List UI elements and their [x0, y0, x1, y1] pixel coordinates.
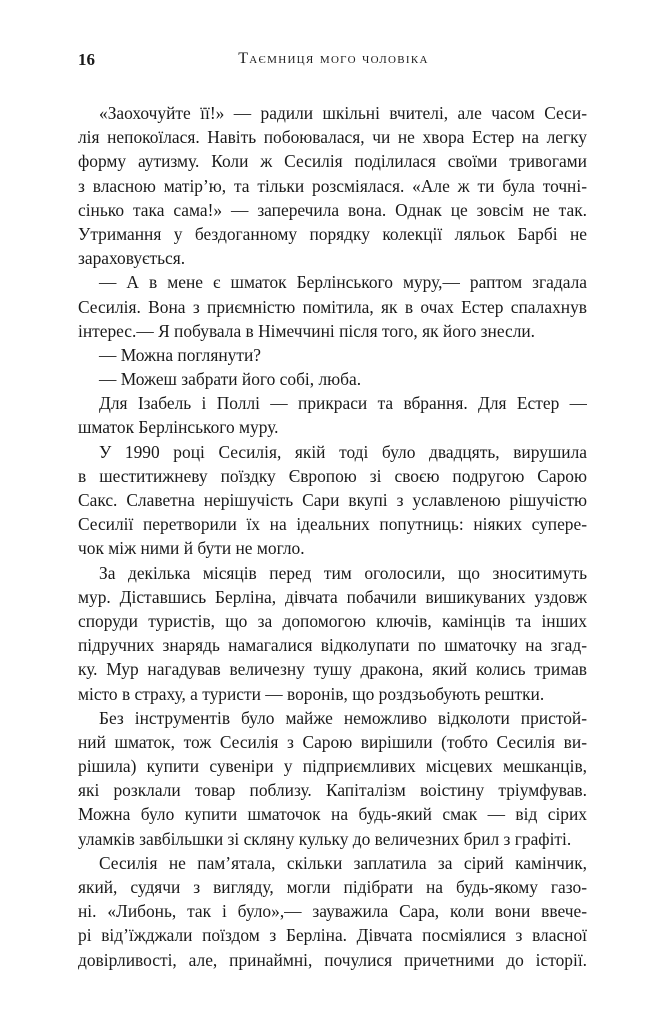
text-line: уламків завбільшки зі скляну кульку до величезних брил з графіті. [78, 828, 572, 849]
text-line: Для Ізабель і Поллі — прикраси та вбрання. Для Естер — [99, 393, 587, 414]
text-line: Сакс. Славетна нерішучість Сари вкупі з уславленою рішучістю [78, 490, 587, 510]
text-line: місто в страху, а туристи — воронів, що роздзьобують рештки. [78, 683, 545, 704]
text-line: споруди туристів, що за допомогою ключів, камінців та інших [78, 610, 587, 631]
text-line: мур. Діставшись Берліна, дівчата побачили вишикуваних уздовж [78, 586, 587, 607]
book-text-body [78, 101, 587, 972]
text-line: лія непокоїлася. Навіть побоювалася, чи не хвора Естер на легку [78, 127, 587, 148]
text-line: який, судячи з вигляду, могли підібрати на будь-якому газо- [78, 877, 587, 897]
text-line: зараховується. [78, 248, 186, 269]
text-line: — А в мене є шматок Берлінського муру,— раптом згадала [99, 272, 587, 293]
text-line: рішила) купити сувеніри у підприємливих місцевих мешканців, [78, 756, 587, 777]
text-line: які розклали товар поблизу. Капіталізм воістину тріумфував. [78, 780, 587, 801]
page-number: 16 [78, 50, 95, 69]
text-line: Можна було купити шматочок на будь-який смак — від сірих [78, 804, 587, 825]
text-line: шматок Берлінського муру. [78, 417, 279, 438]
text-line: підручних знарядь намагалися відколупати по шматочку на згад- [78, 635, 587, 656]
text-line: — Можна поглянути? [99, 344, 261, 365]
text-line: У 1990 році Сесилія, якій тоді було двадцять, вирушила [99, 441, 587, 462]
text-line: форму аутизму. Коли ж Сесилія поділилася своїми тривогами [78, 151, 587, 172]
text-line: інтерес.— Я побувала в Німеччині після того, як його знесли. [78, 320, 536, 341]
text-line: ні. «Либонь, так і було»,— зауважила Сара, коли вони ввече- [78, 901, 587, 922]
text-line: сінько така сама!» — заперечила вона. Однак це зовсім не так. [78, 199, 587, 220]
text-line: Без інструментів було майже неможливо відколоти пристой- [99, 707, 587, 728]
text-line: рі від’їжджали поїздом з Берліна. Дівчата посміялися з власної [78, 925, 587, 946]
running-title: Таємниця мого чоловіка [238, 50, 429, 67]
text-line: з власною матір’ю, та тільки розсміялася. «Але ж ти була точні- [78, 175, 587, 196]
text-line: довірливості, але, принаймні, почулися причетними до історії. [78, 949, 587, 970]
text-line: Сесилія не пам’ятала, скільки заплатила за сірий камінчик, [99, 852, 587, 873]
text-line: Сесилії перетворили їх на ідеальних попутниць: ніяких супере- [78, 514, 587, 535]
text-line: — Можеш забрати його собі, люба. [99, 369, 362, 390]
text-line: «Заохочуйте її!» — радили шкільні вчителі, але часом Сеси- [99, 103, 587, 123]
text-line: ний шматок, тож Сесилія з Сарою вирішили (тобто Сесилія ви- [78, 731, 587, 752]
text-line: чок між ними й бути не могло. [78, 538, 305, 559]
text-line: Сесилія. Вона з приємністю помітила, як в очах Естер спалахнув [78, 296, 587, 317]
text-line: За декілька місяців перед тим оголосили, що зноситимуть [99, 562, 587, 583]
text-line: в шеститижневу поїздку Європою зі своєю подругою Сарою [78, 465, 587, 486]
text-line: ку. Мур нагадував величезну тушу дракона, який колись тримав [78, 659, 587, 680]
page-header [78, 50, 589, 74]
text-line: Утримання у бездоганному порядку колекції ляльок Барбі не [78, 223, 587, 244]
